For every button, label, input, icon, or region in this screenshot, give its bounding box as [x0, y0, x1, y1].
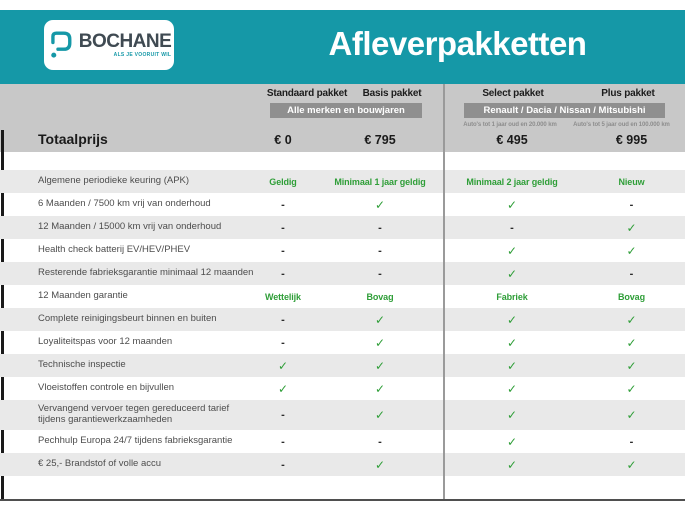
price-basis: € 795	[364, 133, 396, 147]
feature-rows	[0, 152, 685, 476]
check-icon: ✓	[626, 381, 637, 396]
feature-value: -	[629, 198, 634, 211]
check-icon: ✓	[506, 408, 518, 422]
feature-label: Algemene periodieke keuring (APK)	[38, 175, 190, 187]
logo-text	[79, 32, 172, 58]
feature-label: Resterende fabrieksgarantie minimaal 12 maanden	[38, 267, 254, 279]
feature-value: -	[378, 244, 382, 257]
feature-value: Geldig	[269, 176, 297, 187]
feature-row	[0, 354, 685, 377]
group-banner-all-brands: Alle merken en bouwjaren	[270, 103, 422, 118]
feature-label: Technische inspectie	[38, 359, 126, 371]
check-icon: ✓	[277, 358, 289, 373]
feature-label: € 25,- Brandstof of volle accu	[38, 458, 162, 470]
check-icon: ✓	[626, 220, 637, 235]
bochane-mark-icon	[47, 29, 74, 61]
feature-value: -	[281, 244, 285, 257]
group-banner-renault-group: Renault / Dacia / Nissan / Mitsubishi	[464, 103, 665, 118]
feature-label: 12 Maanden / 15000 km vrij van onderhoud	[38, 221, 222, 233]
check-icon: ✓	[374, 335, 386, 350]
bochane-logo	[44, 20, 174, 70]
feature-value: -	[378, 221, 382, 234]
feature-value: Nieuw	[618, 176, 645, 187]
feature-value: -	[281, 198, 285, 211]
feature-row	[0, 331, 685, 354]
page-title: Afleverpakketten	[328, 25, 587, 62]
check-icon: ✓	[506, 266, 518, 281]
check-icon: ✓	[506, 335, 518, 350]
package-name-standaard: Standaard pakket	[266, 88, 348, 99]
spacer-row	[0, 152, 685, 170]
feature-value: Fabriek	[496, 291, 528, 302]
feature-row	[0, 400, 685, 430]
check-icon: ✓	[506, 457, 518, 472]
feature-label: Vloeistoffen controle en bijvullen	[38, 382, 175, 394]
check-icon: ✓	[506, 434, 518, 449]
feature-label: Pechhulp Europa 24/7 tijdens fabrieksgarantie	[38, 435, 233, 447]
feature-value: -	[281, 313, 285, 326]
pricing-header-band	[0, 84, 685, 152]
feature-value: -	[629, 267, 634, 280]
feature-label: Loyaliteitspas voor 12 maanden	[38, 336, 173, 348]
price-select: € 495	[496, 133, 528, 147]
feature-value: Minimaal 1 jaar geldig	[334, 176, 426, 187]
check-icon: ✓	[506, 312, 518, 327]
feature-row	[0, 430, 685, 453]
header-bar	[0, 10, 685, 84]
feature-row	[0, 239, 685, 262]
feature-row	[0, 216, 685, 239]
feature-label: Vervangend vervoer tegen gereduceerd tarief tijdens garantiewerkzaamheden	[38, 403, 230, 425]
check-icon: ✓	[626, 243, 637, 258]
check-icon: ✓	[506, 358, 518, 373]
check-icon: ✓	[506, 197, 518, 212]
package-note-plus: Auto's tot 5 jaar oud en 100.000 km	[573, 122, 670, 128]
feature-value: -	[281, 458, 285, 471]
check-icon: ✓	[506, 243, 518, 258]
feature-label: 12 Maanden garantie	[38, 290, 128, 302]
check-icon: ✓	[374, 312, 386, 327]
check-icon: ✓	[374, 408, 386, 422]
feature-value: -	[281, 267, 285, 280]
check-icon: ✓	[506, 381, 518, 396]
feature-row	[0, 308, 685, 331]
feature-value: Bovag	[617, 291, 645, 302]
feature-row	[0, 193, 685, 216]
check-icon: ✓	[626, 358, 637, 373]
feature-value: -	[629, 435, 634, 448]
feature-value: Bovag	[366, 291, 394, 302]
feature-value: -	[281, 435, 285, 448]
feature-value: -	[378, 435, 382, 448]
price-plus: € 995	[615, 133, 648, 147]
check-icon: ✓	[277, 381, 289, 396]
feature-value: Wettelijk	[265, 291, 301, 302]
feature-label: 6 Maanden / 7500 km vrij van onderhoud	[38, 198, 211, 210]
check-icon: ✓	[374, 381, 386, 396]
table-bottom-border	[0, 499, 685, 501]
feature-row	[0, 170, 685, 193]
total-price-label: Totaalprijs	[38, 131, 108, 147]
brand-tagline: ALS JE VOORUIT WIL	[113, 52, 172, 58]
feature-value: -	[281, 336, 285, 349]
feature-value: -	[281, 409, 285, 421]
feature-row	[0, 453, 685, 476]
feature-value: -	[281, 221, 285, 234]
feature-row	[0, 377, 685, 400]
feature-label: Complete reinigingsbeurt binnen en buiten	[38, 313, 217, 325]
check-icon: ✓	[374, 457, 386, 472]
feature-row	[0, 285, 685, 308]
price-standaard: € 0	[274, 133, 292, 147]
check-icon: ✓	[626, 312, 637, 327]
check-icon: ✓	[374, 358, 386, 373]
feature-value: -	[378, 267, 382, 280]
check-icon: ✓	[626, 457, 637, 472]
package-name-basis: Basis pakket	[362, 88, 422, 99]
check-icon: ✓	[374, 197, 386, 212]
column-divider	[443, 84, 445, 499]
package-name-select: Select pakket	[482, 88, 544, 99]
check-icon: ✓	[626, 408, 637, 422]
package-name-plus: Plus pakket	[601, 88, 655, 99]
feature-row	[0, 262, 685, 285]
feature-value: -	[510, 221, 514, 234]
feature-label: Health check batterij EV/HEV/PHEV	[38, 244, 191, 256]
package-note-select: Auto's tot 1 jaar oud en 20.000 km	[463, 122, 557, 128]
feature-value: Minimaal 2 jaar geldig	[466, 176, 558, 187]
brand-name: BOCHANE	[78, 31, 172, 52]
check-icon: ✓	[626, 335, 637, 350]
